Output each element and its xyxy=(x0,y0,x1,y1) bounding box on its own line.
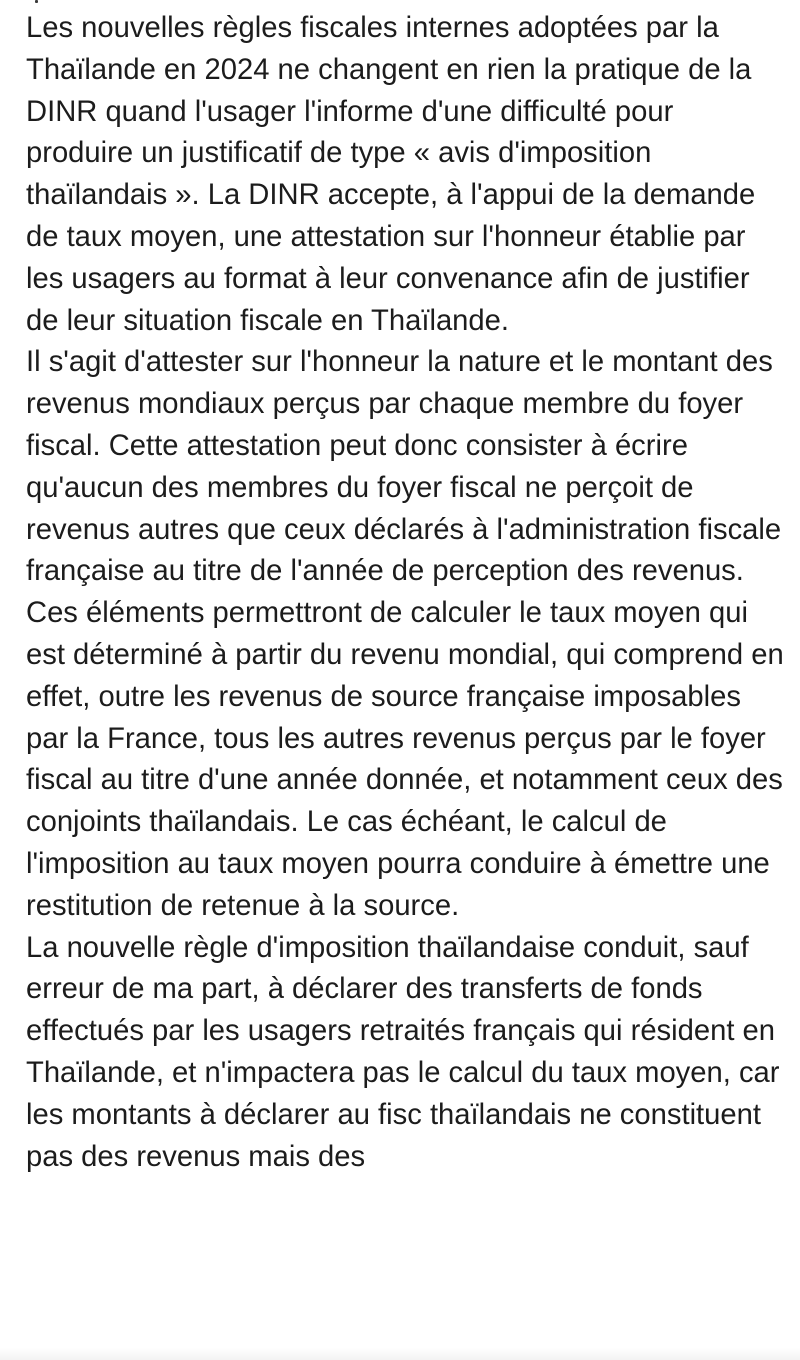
paragraph-1: Les nouvelles règles fiscales internes adoptées par la Thaïlande en 2024 ne changent en rien la pratique de la DINR quand l'usager l'informe d'une difficulté pour produire un justificatif de type « avis d'imposition thaïlandais ». La DINR accepte, à l'appui de la demande de taux moyen, une attestation sur l'honneur établie par les usagers au format à leur convenance afin de justifier de leur situation fiscale en Thaïlande. xyxy=(26,12,756,337)
paragraph-3: Ces éléments permettront de calculer le taux moyen qui est déterminé à partir du revenu mondial, qui comprend en effet, outre les revenus de source française imposables par la France, tous les autres revenus perçus par le foyer fiscal au titre d'une année donnée, et notamment ceux des conjoints thaïlandais. Le cas échéant, le calcul de l'imposition au taux moyen pourra conduire à émettre une restitution de retenue à la source. xyxy=(26,597,784,922)
paragraph-4: La nouvelle règle d'imposition thaïlandaise conduit, sauf erreur de ma part, à déclarer des transferts de fonds effectués par les usagers retraités français qui résident en Thaïlande, et n'impactera pas le calcul du taux moyen, car les montants à déclarer au fisc thaïlandais ne constituent pas des revenus mais des xyxy=(26,931,780,1173)
top-edge-mark xyxy=(35,0,38,3)
bottom-edge xyxy=(0,1348,800,1360)
paragraph-2: Il s'agit d'attester sur l'honneur la nature et le montant des revenus mondiaux perçus par chaque membre du foyer fiscal. Cette attestation peut donc consister à écrire qu'aucun des membres du foyer fiscal ne perçoit de revenus autres que ceux déclarés à l'administration fiscale française au titre de l'année de perception des revenus. xyxy=(26,346,782,588)
top-edge xyxy=(0,0,800,6)
post-body xyxy=(26,8,788,1178)
